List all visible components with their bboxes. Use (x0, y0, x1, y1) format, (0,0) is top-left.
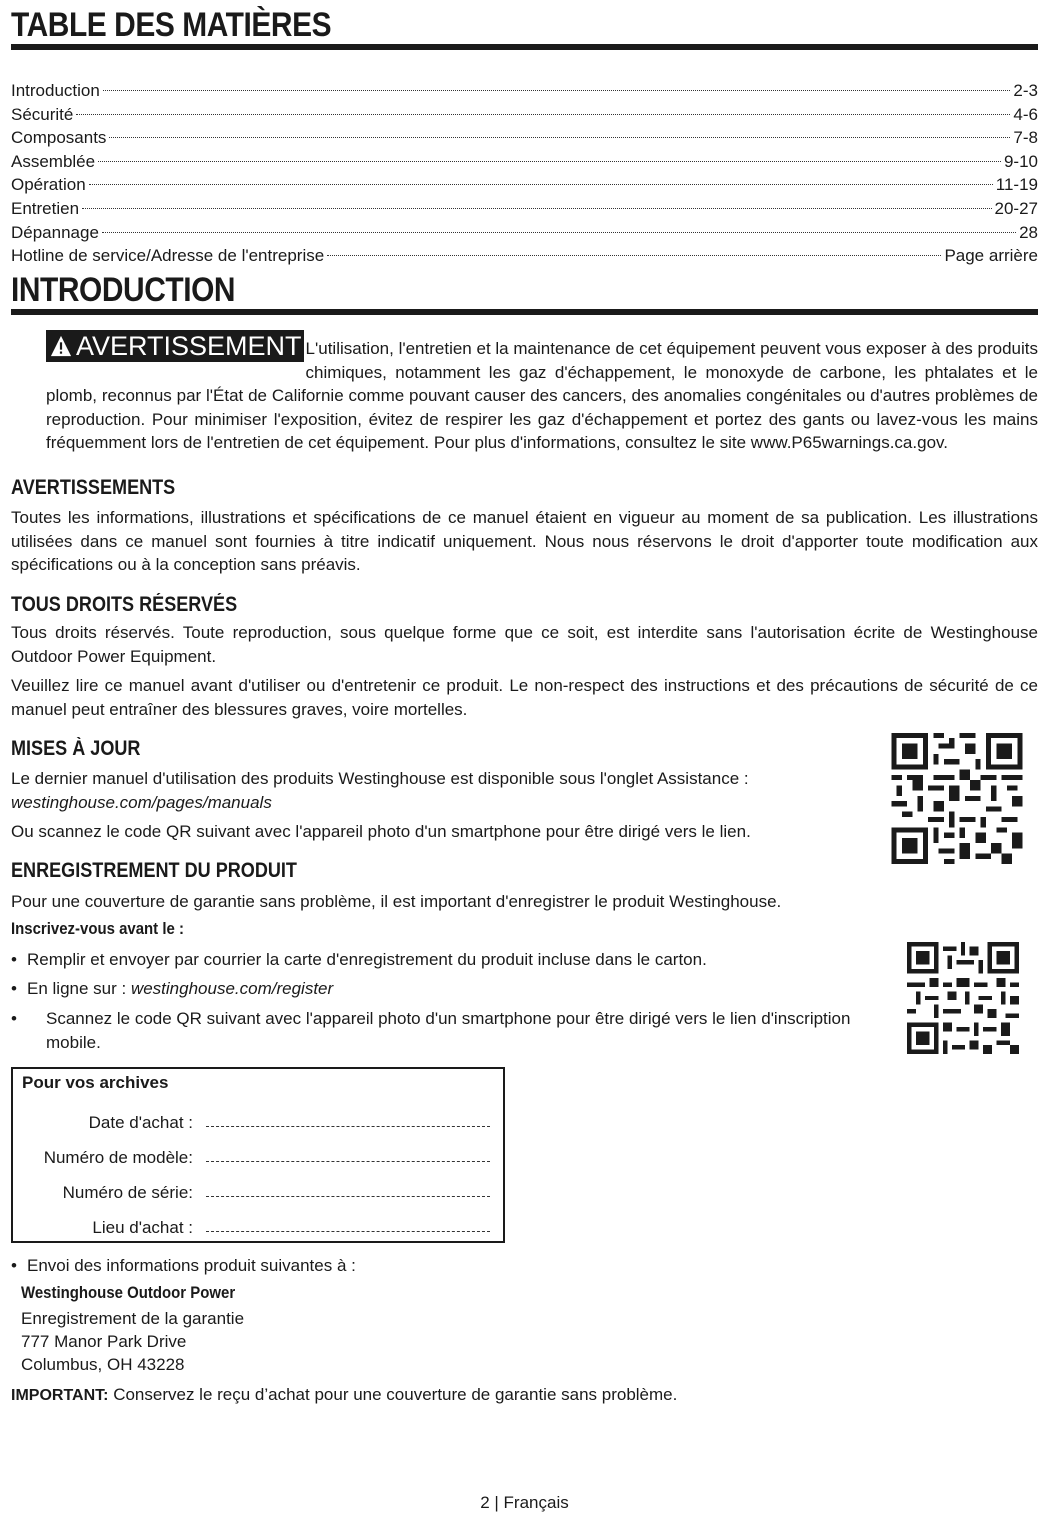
field-blank-line[interactable] (206, 1161, 490, 1162)
records-box (11, 1067, 505, 1243)
bullet-dot: • (11, 950, 17, 969)
field-label: Numéro de série: (62, 1183, 193, 1202)
toc-leader (76, 114, 1010, 115)
toc-leader (109, 137, 1010, 138)
important-text: Conservez le reçu d’achat pour une couverture de garantie sans problème. (108, 1385, 678, 1404)
field-label: Numéro de modèle: (43, 1148, 193, 1167)
model-number-field[interactable] (13, 1148, 503, 1172)
purchase-date-field[interactable] (13, 1113, 503, 1137)
toc-leader (327, 255, 941, 256)
purchase-place-field[interactable] (13, 1218, 503, 1242)
records-box-title: Pour vos archives (22, 1073, 169, 1092)
qr-code-manuals[interactable] (890, 733, 1024, 864)
manuals-link[interactable]: westinghouse.com/pages/manuals (11, 792, 272, 812)
droits-text-1: Tous droits réservés. Toute reproduction, sous quelque forme que ce soit, est interdite sans l'autorisation écrite de Westinghouse Outdoor Power Equipment. (11, 623, 1038, 666)
toc-entry-page: 2-3 (1013, 81, 1038, 100)
page-footer: 2 | Français (480, 1493, 569, 1512)
toc-entry[interactable] (11, 197, 1038, 221)
droits-heading: TOUS DROITS RÉSERVÉS (11, 593, 238, 616)
enregistrement-heading: ENREGISTREMENT DU PRODUIT (11, 859, 297, 882)
company-name: Westinghouse Outdoor Power (21, 1283, 236, 1302)
toc-entry-page: Page arrière (944, 246, 1038, 266)
bullet-text: En ligne sur : (27, 979, 131, 998)
bullet-scan (11, 1007, 881, 1054)
address-line-1: Enregistrement de la garantie (21, 1309, 245, 1328)
register-link[interactable]: westinghouse.com/register (130, 979, 334, 998)
mises-text-1-body: Le dernier manuel d'utilisation des produits Westinghouse est disponible sous l'onglet Assistance : (11, 769, 749, 788)
serial-number-field[interactable] (13, 1183, 503, 1207)
warning-triangle-icon (50, 335, 72, 357)
droits-text-2: Veuillez lire ce manuel avant d'utiliser ou d'entretenir ce produit. Le non-respect des instructions et des précautions de sécurité de ce manuel peut entraîner des blessures graves, voire mortelles. (11, 676, 1038, 719)
field-blank-line[interactable] (206, 1231, 490, 1232)
field-label: Lieu d'achat : (92, 1218, 193, 1237)
important-note (11, 1383, 677, 1408)
toc-entry-page: 11-19 (995, 175, 1038, 195)
enregistrement-subheading: Inscrivez-vous avant le : (11, 919, 184, 938)
toc-entry-page: 4-6 (1013, 104, 1038, 124)
warning-badge-label: AVERTISSEMENT (76, 331, 302, 361)
toc-leader (89, 184, 993, 185)
toc-entry-label: Hotline de service/Adresse de l'entreprise (11, 246, 325, 266)
toc-entry-label: Opération (11, 175, 86, 195)
bullet-mail-card (11, 948, 891, 972)
important-label: IMPORTANT: (11, 1387, 109, 1404)
toc-entry[interactable] (11, 244, 1038, 268)
toc-entry[interactable] (11, 79, 1038, 103)
toc-rule (11, 44, 1038, 50)
bullet-dot: • (11, 1256, 17, 1275)
toc-entry[interactable] (11, 103, 1038, 127)
bullet-text: Envoi des informations produit suivantes à : (27, 1256, 356, 1275)
warning-badge (46, 330, 304, 362)
manual-page (11, 0, 1038, 1522)
toc-entry-page: 28 (1019, 222, 1038, 242)
field-blank-line[interactable] (206, 1196, 490, 1197)
toc-entry-label: Dépannage (11, 222, 99, 242)
toc-entry[interactable] (11, 150, 1038, 174)
toc-entry-label: Entretien (11, 198, 80, 218)
toc-leader (103, 90, 1011, 91)
bullet-online (11, 977, 891, 1001)
avertissements-text: Toutes les informations, illustrations et spécifications de ce manuel étaient en vigueur au moment de sa publication. Les illustrations utilisées dans ce manuel sont fournies à titre indicatif uniquement. Nous nous réservons le droit d'apporter toute modification aux spécifications ou à la conception sans préavis. (11, 508, 1038, 574)
toc-entry[interactable] (11, 173, 1038, 197)
toc-entry-label: Sécurité (11, 104, 74, 124)
mises-text-2: Ou scannez le code QR suivant avec l'appareil photo d'un smartphone pour être dirigé vers le lien. (11, 822, 751, 841)
intro-title: INTRODUCTION (11, 271, 236, 309)
mises-text-1 (11, 767, 879, 814)
toc-leader (102, 232, 1016, 233)
toc-entry-label: Introduction (11, 81, 100, 100)
toc-list (11, 79, 1038, 268)
toc-entry-page: 20-27 (994, 198, 1038, 218)
warning-text: L'utilisation, l'entretien et la maintenance de cet équipement peuvent vous exposer à des produits chimiques, notamment les gaz d'échappement, le monoxyde de carbone, les phtalates et le plomb, reconnus par l'État de Californie comme pouvant causer des cancers, des anomalies congénitales ou d'autres problèmes de reproduction. Pour minimiser l'exposition, évitez de respirer les gaz d'échappement et portez des gants ou lavez-vous les mains fréquemment lors de l'entretien de cet équipement. Pour plus d'informations, consultez le site www.P65warnings.ca.gov. (46, 339, 1038, 452)
bullet-dot: • (11, 979, 17, 998)
toc-entry[interactable] (11, 126, 1038, 150)
avertissements-heading: AVERTISSEMENTS (11, 476, 176, 499)
toc-title: TABLE DES MATIÈRES (11, 6, 332, 44)
mises-heading: MISES À JOUR (11, 737, 141, 760)
toc-leader (82, 208, 991, 209)
bullet-send-info (11, 1254, 891, 1278)
intro-rule (11, 309, 1038, 315)
warning-paragraph (46, 330, 1038, 452)
toc-entry-page: 9-10 (1003, 151, 1038, 171)
toc-entry-label: Assemblée (11, 151, 96, 171)
address-line-3: Columbus, OH 43228 (21, 1355, 185, 1374)
toc-entry-label: Composants (11, 128, 107, 148)
bullet-text: Remplir et envoyer par courrier la carte d'enregistrement du produit incluse dans le carton. (27, 950, 707, 969)
qr-code-register[interactable] (906, 942, 1020, 1054)
toc-entry[interactable] (11, 221, 1038, 245)
field-label: Date d'achat : (88, 1113, 193, 1132)
toc-leader (98, 161, 1001, 162)
field-blank-line[interactable] (206, 1126, 490, 1127)
bullet-text: Scannez le code QR suivant avec l'appareil photo d'un smartphone pour être dirigé vers le lien d'inscription mobile. (46, 1009, 851, 1052)
address-line-2: 777 Manor Park Drive (21, 1332, 187, 1351)
bullet-dot: • (11, 1009, 17, 1028)
toc-entry-page: 7-8 (1013, 128, 1038, 148)
enregistrement-text: Pour une couverture de garantie sans problème, il est important d'enregistrer le produit Westinghouse. (11, 892, 782, 911)
